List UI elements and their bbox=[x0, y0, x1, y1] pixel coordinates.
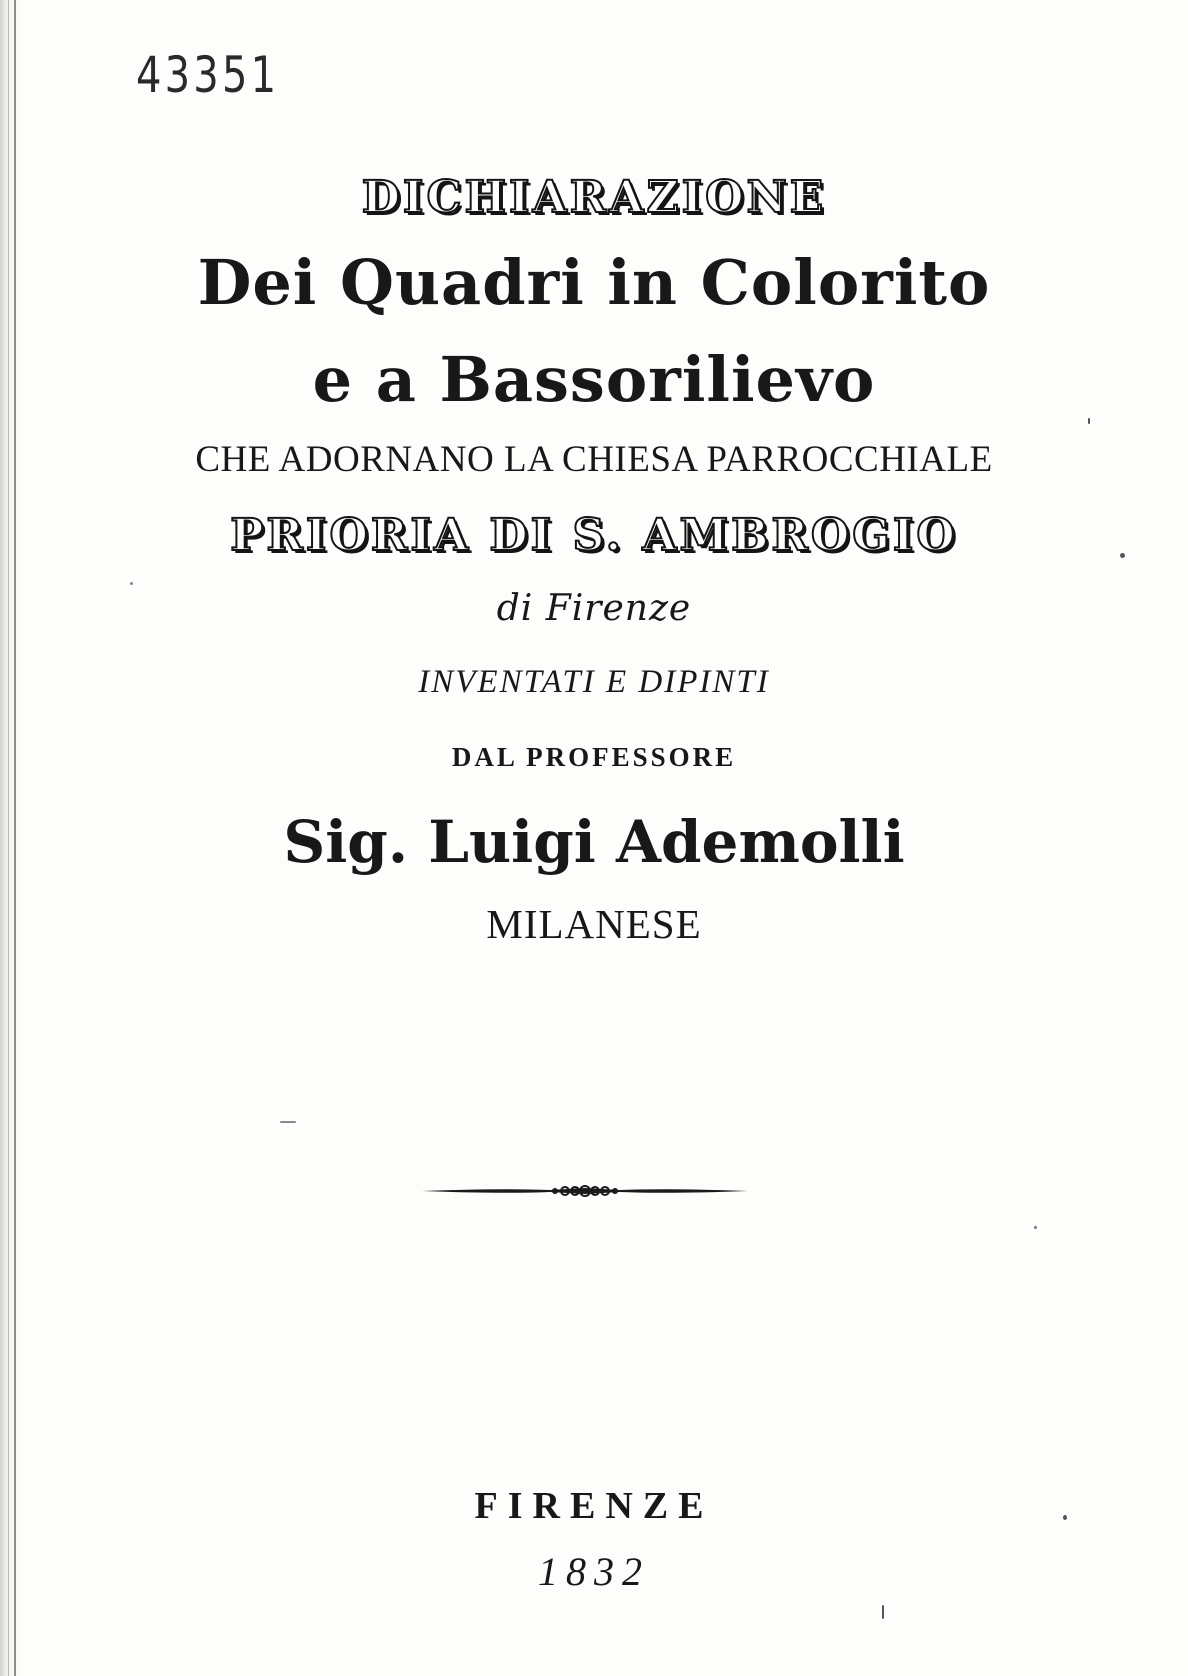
imprint-city: FIRENZE bbox=[474, 1485, 714, 1527]
church-name: PRIORIA DI S. AMBROGIO bbox=[230, 510, 958, 561]
author-name: Sig. Luigi Ademolli bbox=[283, 808, 905, 876]
paper-speck bbox=[882, 1605, 884, 1619]
author-origin: MILANESE bbox=[486, 901, 702, 947]
paper-speck bbox=[280, 1121, 296, 1123]
description: INVENTATI E DIPINTI bbox=[418, 664, 770, 700]
paper-speck bbox=[1088, 418, 1090, 424]
paper-speck bbox=[1063, 1515, 1067, 1520]
paper-speck bbox=[1120, 553, 1125, 558]
title-line-2: e a Bassorilievo bbox=[312, 343, 876, 416]
by-line: DAL PROFESSORE bbox=[451, 742, 737, 772]
handwritten-catalog-number: 43351 bbox=[136, 46, 280, 104]
heading-dichiarazione: DICHIARAZIONE bbox=[361, 172, 827, 223]
ornamental-rule bbox=[420, 1180, 750, 1202]
title-line-1: Dei Quadri in Colorito bbox=[197, 246, 991, 319]
place-script: di Firenze bbox=[496, 588, 692, 629]
paper-speck bbox=[1034, 1226, 1037, 1229]
paper-speck bbox=[130, 582, 133, 585]
imprint-year: 1832 bbox=[538, 1549, 650, 1594]
subtitle: CHE ADORNANO LA CHIESA PARROCCHIALE bbox=[195, 439, 993, 480]
